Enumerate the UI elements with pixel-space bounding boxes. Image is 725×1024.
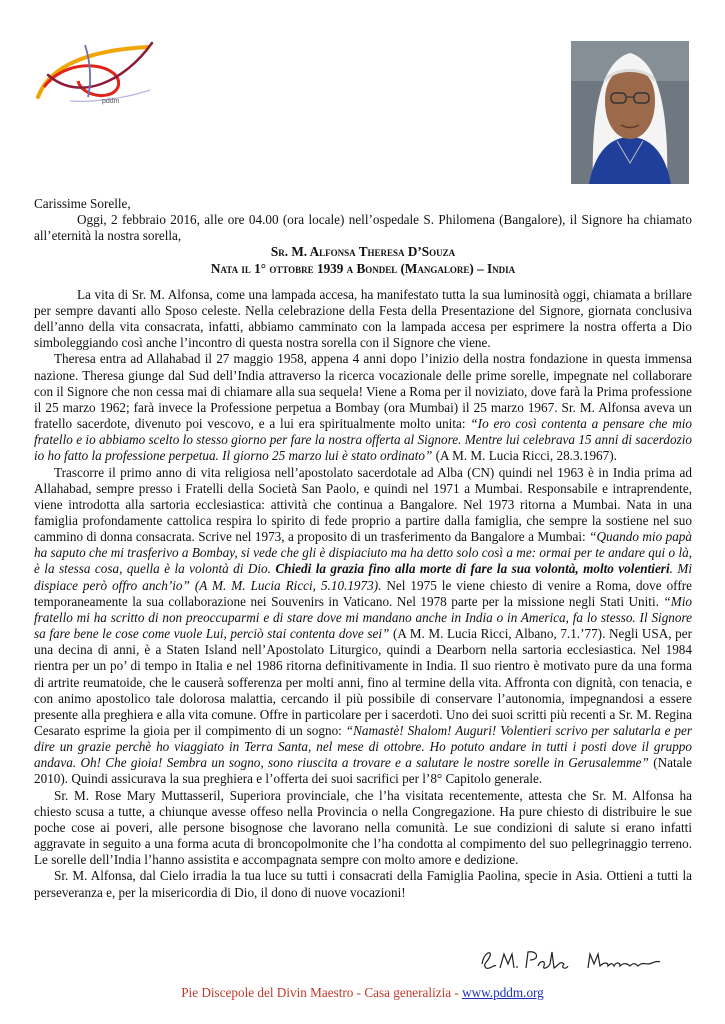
sister-name: Sr. M. Alfonsa Theresa D’Souza xyxy=(270,244,456,260)
quote-brother: “Io ero così contenta a pensare che mio fratello e io abbiamo scelto lo stesso giorno per fare la nostra offerta al Signore. Mentre lui celebrava 15 anni di sacerdozio io ho fatto la professione perpetua. Il giorno 25 marzo lui è stato ordinato” xyxy=(34,416,692,464)
paragraph-5: Sr. M. Alfonsa, dal Cielo irradia la tua luce su tutti i consacrati della Famiglia Paolina, specie in Asia. Ottieni a tutti la perseveranza e, per la misericordia di Dio, il dono di nuove vocazioni! xyxy=(34,868,692,900)
handwritten-signature xyxy=(478,942,668,978)
footer-text: Pie Discepole del Divin Maestro - Casa generalizia - xyxy=(181,985,463,1000)
pddm-logo xyxy=(30,35,180,115)
salutation: Carissime Sorelle, xyxy=(34,196,131,211)
quote-father: “Quando mio papà ha saputo che mi trasferivo a Bombay, si vede che gli è dispiaciuto ma ha detto solo così a me: ormai per te andare qui o là, è la stessa cosa, quella è la volontà di Dio. xyxy=(34,529,692,577)
paragraph-4: Sr. M. Rose Mary Muttasseril, Superiora provinciale, che l’ha visitata recentemente, attesta che Sr. M. Alfonsa ha chiesto scusa a tutte, a chiunque avesse offeso nella Provincia o nella Congregazione. Ha pure chiesto di distribuire le sue poche cose ai poveri, alle persone bisognose che lavorano nella comunità. Le sue condizioni di salute si erano infatti aggravate in seguito a una forma acuta di broncopolmonite che l’ha condotta al compimento del suo pellegrinaggio terreno. Le sorelle dell’India l’hanno assistita e accompagnata sempre con molto amore e dedizione. xyxy=(34,787,692,868)
paragraph-1: La vita di Sr. M. Alfonsa, come una lampada accesa, ha manifestato tutta la sua luminosità oggi, chiamata a brillare per sempre davanti allo Sposo celeste. Nella celebrazione della Festa della Presentazione del Signore, giornata conclusiva dell’anno della vita consacrata, infatti, abbiamo camminato con la lampada accesa per esprimere la nostra offerta a Dio simboleggiando così anche l’incontro di questa nostra sorella con il Signore che viene. xyxy=(34,286,692,351)
website-link[interactable]: www.pddm.org xyxy=(462,985,544,1000)
quote-brother-2: “Mio fratello mi ha scritto di non preoccuparmi e di stare dove mi mandano anche in India o in America, fa lo stesso. Il Signore sa fare bene le cose come vuole Lui, perciò stai contenta dove sei” xyxy=(34,593,692,642)
intro-paragraph: Oggi, 2 febbraio 2016, alle ore 04.00 (ora locale) nell’ospedale S. Philomena (Bangalore), il Signore ha chiamato all’eternità la nostra sorella, xyxy=(34,212,692,244)
paragraph-2: Theresa entra ad Allahabad il 27 maggio 1958, appena 4 anni dopo l’inizio della nostra fondazione in questa immensa nazione. Theresa giunge dal Sud dell’India attraverso la ricerca vocazionale delle prime sorelle, impegnate nel collaborare con il Signore che non cessa mai di chiamare alla sua sequela! Viene a Roma per il noviziato, dove farà la Prima professione il 25 marzo 1962; farà invece la Professione perpetua a Bombay (ora Mumbai) il 25 marzo 1967. Sr. M. Alfonsa aveva un fratello sacerdote, divenuto poi vescovo, e a lui era spiritualmente molto unita: “Io ero così contenta a pensare che mio fratello e io abbiamo scelto lo stesso giorno per fare la nostra offerta al Signore. Mentre lui celebrava 15 anni di sacerdozio io ho fatto la professione perpetua. Il giorno 25 marzo lui è stato ordinato” (A M. M. Lucia Ricci, 28.3.1967). xyxy=(34,351,692,464)
quote-emphasis: Chiedi la grazia fino alla morte di fare la sua volontà, molto volentieri xyxy=(270,561,670,577)
portrait-photo xyxy=(571,41,689,184)
letter-body xyxy=(34,196,692,901)
logo-text: pddm xyxy=(102,98,120,105)
paragraph-3: Trascorre il primo anno di vita religiosa nell’apostolato sacerdotale ad Alba (CN) quindi nel 1963 è in India prima ad Allahabad, sempre presso i Fratelli della Società San Paolo, e quindi nel 1971 a Mumbai. Responsabile e intraprendente, viene introdotta alla sartoria ecclesiastica: attività che continua a Bangalore. Nel 1973 ritorna a Mumbai. Nata in una famiglia profondamente cattolica respira lo spirito di fede proprio a partire dalla famiglia, che sempre la sostiene nel suo cammino di donna consacrata. Scrive nel 1973, a proposito di un trasferimento da Bangalore a Mumbai: “Quando mio papà ha saputo che mi trasferivo a Bombay, si vede che gli è dispiaciuto ma ha detto solo così a me: ormai per te andare qui o là, è la stessa cosa, quella è la volontà di Dio. Chiedi la grazia fino alla morte di fare la sua volontà, molto volentieri. Mi dispiace però offro anch’io” (A M. M. Lucia Ricci, 5.10.1973). Nel 1975 le viene chiesto di venire a Roma, dove offre temporaneamente la sua collaborazione nei Souvenirs in Vaticano. Nel 1978 parte per la missione negli Stati Uniti. “Mio fratello mi ha scritto di non preoccuparmi e di stare dove mi mandano anche in India o in America, fa lo stesso. Il Signore sa fare bene le cose come vuole Lui, perciò stai contenta dove sei” (A M. M. Lucia Ricci, Albano, 7.1.’77). Negli USA, per una decina di anni, è a Staten Island nell’Apostolato Liturgico, quindi a Dearborn nella sartoria ecclesiastica. Nel 1984 rientra per un po’ di tempo in Italia e nel 1986 ritorna definitivamente in India. Il suo rientro è motivato pure da una forma di artrite reumatoide, che le causerà sofferenza per molti anni, fino al termine della vita. Affronta con dignità, con tenacia, e con animo apostolico tale dolorosa malattia, cercando il più possibile di conservare l’autonomia, impegnandosi a essere presente alla preghiera e alla vita comune. Offre in particolare per i sacerdoti. Uno dei suoi scritti più recenti a Sr. M. Regina Cesarato esprime la gioia per il compimento di un sogno: “Namastè! Shalom! Auguri! Volentieri scrivo per salutarla e per dire un grazie perchè ho viaggiato in Terra Santa, nel mese di ottobre. Ho potuto andare in tutti i posti dove il gruppo andava. Oh! Che gioia! Sembra un sogno, sono riuscita a trovare e a salutare le nostre sorelle in Gerusalemme” (Natale 2010). Quindi assicurava la sua preghiera e l’offerta dei suoi sacrifici per l’8° Capitolo generale. xyxy=(34,464,693,787)
quote-namaste: “Namastè! Shalom! Auguri! Volentieri scrivo per salutarla e per dire un grazie perchè ho viaggiato in Terra Santa, nel mese di ottobre. Ho potuto andare in tutti i posti dove il gruppo andava. Oh! Che gioia! Sembra un sogno, sono riuscita a trovare e a salutare le nostre sorelle in Gerusalemme” xyxy=(34,723,692,771)
footer xyxy=(0,985,725,1001)
birth-line: Nata il 1° ottobre 1939 a Bondel (Mangalore) – India xyxy=(210,260,516,276)
